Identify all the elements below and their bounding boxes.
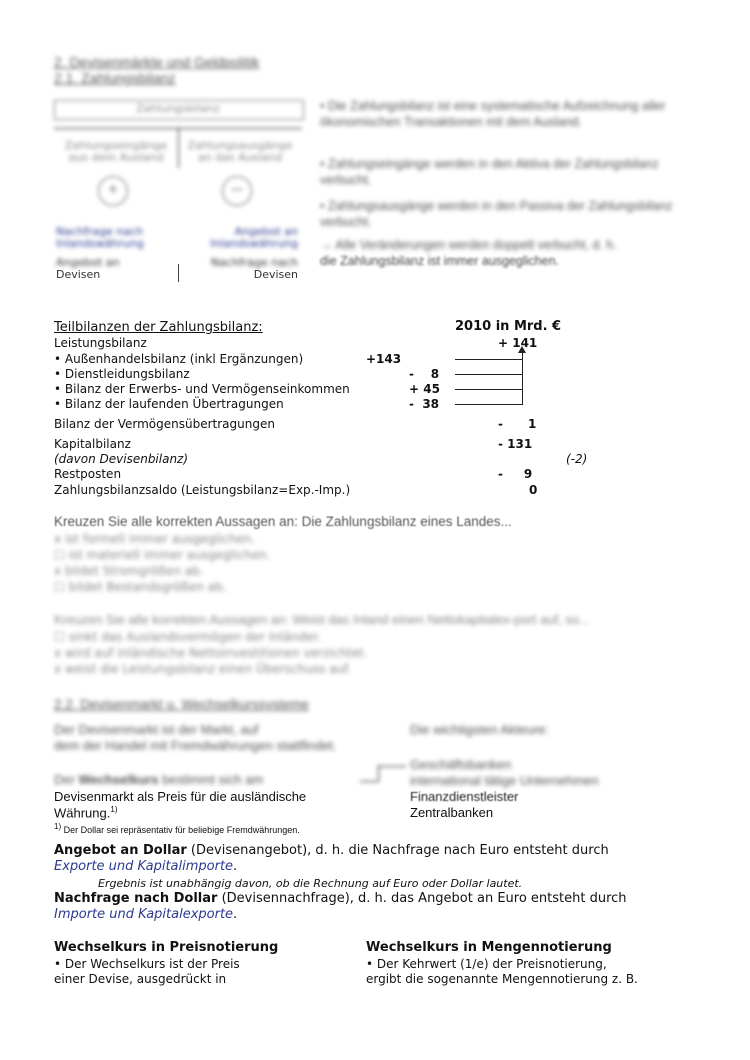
footnote: $^{1)}$ Der Dollar sei repräsentativ für beliebige Fremdwährungen. <box>54 822 300 835</box>
diagram-left-bottom-2: Devisen <box>56 268 101 281</box>
quiz-2-question: Kreuzen Sie alle korrekten Aussagen an: Weist das Inland einen Nettokapitalex-port auf, so... <box>54 612 590 627</box>
row-label: • Außenhandelsbilanz (inkl Ergänzungen) <box>54 352 304 366</box>
supply-line: Angebot an Dollar (Devisenangebot), d. h. die Nachfrage nach Euro entsteht durch <box>54 843 609 858</box>
bullet-5: die Zahlungsbilanz ist immer ausgeglichen. <box>320 254 560 268</box>
row-label: Leistungsbilanz <box>54 336 147 350</box>
diagram-right-mid: Angebot an Inlandswährung <box>210 225 298 250</box>
actor-item: international tätige Unternehmen <box>410 773 599 788</box>
volume-notation-text-1: • Der Kehrwert (1/e) der Preisnotierung, <box>366 957 607 971</box>
quiz-1-option[interactable]: ☐ ist materiell immer ausgeglichen. <box>54 548 271 562</box>
row-label: Kapitalbilanz <box>54 437 131 451</box>
bullet-3: • Zahlungsausgänge werden in den Passiva der Zahlungsbilanz verbucht. <box>320 199 673 229</box>
exchange-rate-line-2: Devisenmarkt als Preis für die ausländische <box>54 789 307 804</box>
row-label: • Bilanz der laufenden Übertragungen <box>54 397 284 411</box>
volume-notation-title: Wechselkurs in Mengennotierung <box>366 940 612 955</box>
arrow-up-icon <box>518 346 526 353</box>
row-main-value: - 1 <box>498 417 537 431</box>
quiz-1-question: Kreuzen Sie alle korrekten Aussagen an: Die Zahlungsbilanz eines Landes... <box>54 514 512 529</box>
row-main-value: - 131 <box>498 437 533 451</box>
quiz-1-option[interactable]: ☐ bildet Bestandsgrößen ab. <box>54 580 227 594</box>
section-2-title: 2.2. Devisenmarkt u. Wechselkurssysteme <box>54 697 309 712</box>
diagram-left-bottom-1: Angebot an <box>56 256 120 269</box>
row-label: (davon Devisenbilanz) <box>54 452 189 466</box>
quiz-2-option[interactable]: ☐ sinkt das Auslandsvermögen der Inländer. <box>54 630 321 644</box>
chapter-title: 2. Devisenmärkte und Geldpolitik <box>54 54 260 70</box>
supply-note: Ergebnis ist unabhängig davon, ob die Rechnung auf Euro oder Dollar lautet. <box>98 877 523 890</box>
diagram-title: Zahlungsbilanz <box>136 102 220 115</box>
volume-notation-text-2: ergibt die sogenannte Mengennotierung z. B. <box>366 972 638 986</box>
quiz-1-option[interactable]: x ist formell immer ausgeglichen. <box>54 532 256 546</box>
table-heading: Teilbilanzen der Zahlungsbilanz: <box>54 320 263 335</box>
actors-heading: Die wichtigsten Akteure: <box>410 722 549 737</box>
price-notation-title: Wechselkurs in Preisnotierung <box>54 940 279 955</box>
quiz-2-option[interactable]: x wird auf inländische Nettoinvestitionen verzichtet. <box>54 646 368 660</box>
diagram-right-bottom-1: Nachfrage nach <box>210 256 298 269</box>
supply-sources: Exporte und Kapitalimporte. <box>54 859 238 874</box>
bullet-1: • Die Zahlungsbilanz ist eine systematische Aufzeichnung aller ökonomischen Transaktionen mit dem Ausland. <box>320 99 666 129</box>
actor-item: Finanzdienstleister <box>410 789 519 804</box>
bullet-2: • Zahlungseingänge werden in den Aktiva der Zahlungsbilanz verbucht. <box>320 157 659 187</box>
row-sub-value: - 38 <box>409 397 440 411</box>
row-label: Restposten <box>54 467 122 481</box>
exchange-rate-line-3: Währung.$^{1)}$ <box>54 805 118 821</box>
row-main-value: - 9 <box>498 467 533 481</box>
diagram-left-mid: Nachfrage nach Inlandswährung <box>56 225 144 250</box>
row-label: Bilanz der Vermögensübertragungen <box>54 417 275 431</box>
row-main-value: (-2) <box>566 452 588 466</box>
plus-sign: + <box>107 182 119 196</box>
row-main-value: 0 <box>529 483 538 497</box>
bullet-4: → Alle Veränderungen werden doppelt verbucht, d. h. <box>320 238 617 252</box>
row-main-value: + 141 <box>498 336 538 350</box>
row-label: • Dienstleidungsbilanz <box>54 367 190 381</box>
price-notation-text-2: einer Devise, ausgedrückt in <box>54 972 227 986</box>
price-notation-text-1: • Der Wechselkurs ist der Preis <box>54 957 240 971</box>
market-definition-2: dem der Handel mit Fremdwährungen stattfindet. <box>54 738 337 753</box>
quiz-2-option[interactable]: x weist die Leistungsbilanz einen Überschuss auf. <box>54 662 352 676</box>
row-sub-value: + 45 <box>409 382 440 396</box>
row-label: Zahlungsbilanzsaldo (Leistungsbilanz=Exp.-Imp.) <box>54 483 351 497</box>
exchange-rate-line-1: Der Wechselkurs bestimmt sich am <box>54 772 264 787</box>
row-sub-value: +143 <box>366 352 402 366</box>
demand-line: Nachfrage nach Dollar (Devisennachfrage), d. h. das Angebot an Euro entsteht durch <box>54 891 627 906</box>
quiz-1-option[interactable]: x bildet Stromgrößen ab. <box>54 564 204 578</box>
table-year-heading: 2010 in Mrd. € <box>455 319 562 334</box>
minus-sign: — <box>231 182 243 196</box>
row-sub-value: - 8 <box>409 367 440 381</box>
diagram-right-head: Zahlungsausgänge an das Ausland <box>187 139 293 164</box>
diagram-left-head: Zahlungseingänge aus dem Ausland <box>64 139 168 164</box>
demand-sources: Importe und Kapitalexporte. <box>54 907 238 922</box>
section-title: 2.1. Zahlungsbilanz <box>54 70 176 86</box>
actor-item: Zentralbanken <box>410 805 494 820</box>
row-label: • Bilanz der Erwerbs- und Vermögenseinkommen <box>54 382 350 396</box>
actor-item: Geschäftsbanken <box>410 757 512 772</box>
market-definition-1: Der Devisenmarkt ist der Markt, auf <box>54 722 259 737</box>
diagram-right-bottom-2: Devisen <box>253 268 298 281</box>
